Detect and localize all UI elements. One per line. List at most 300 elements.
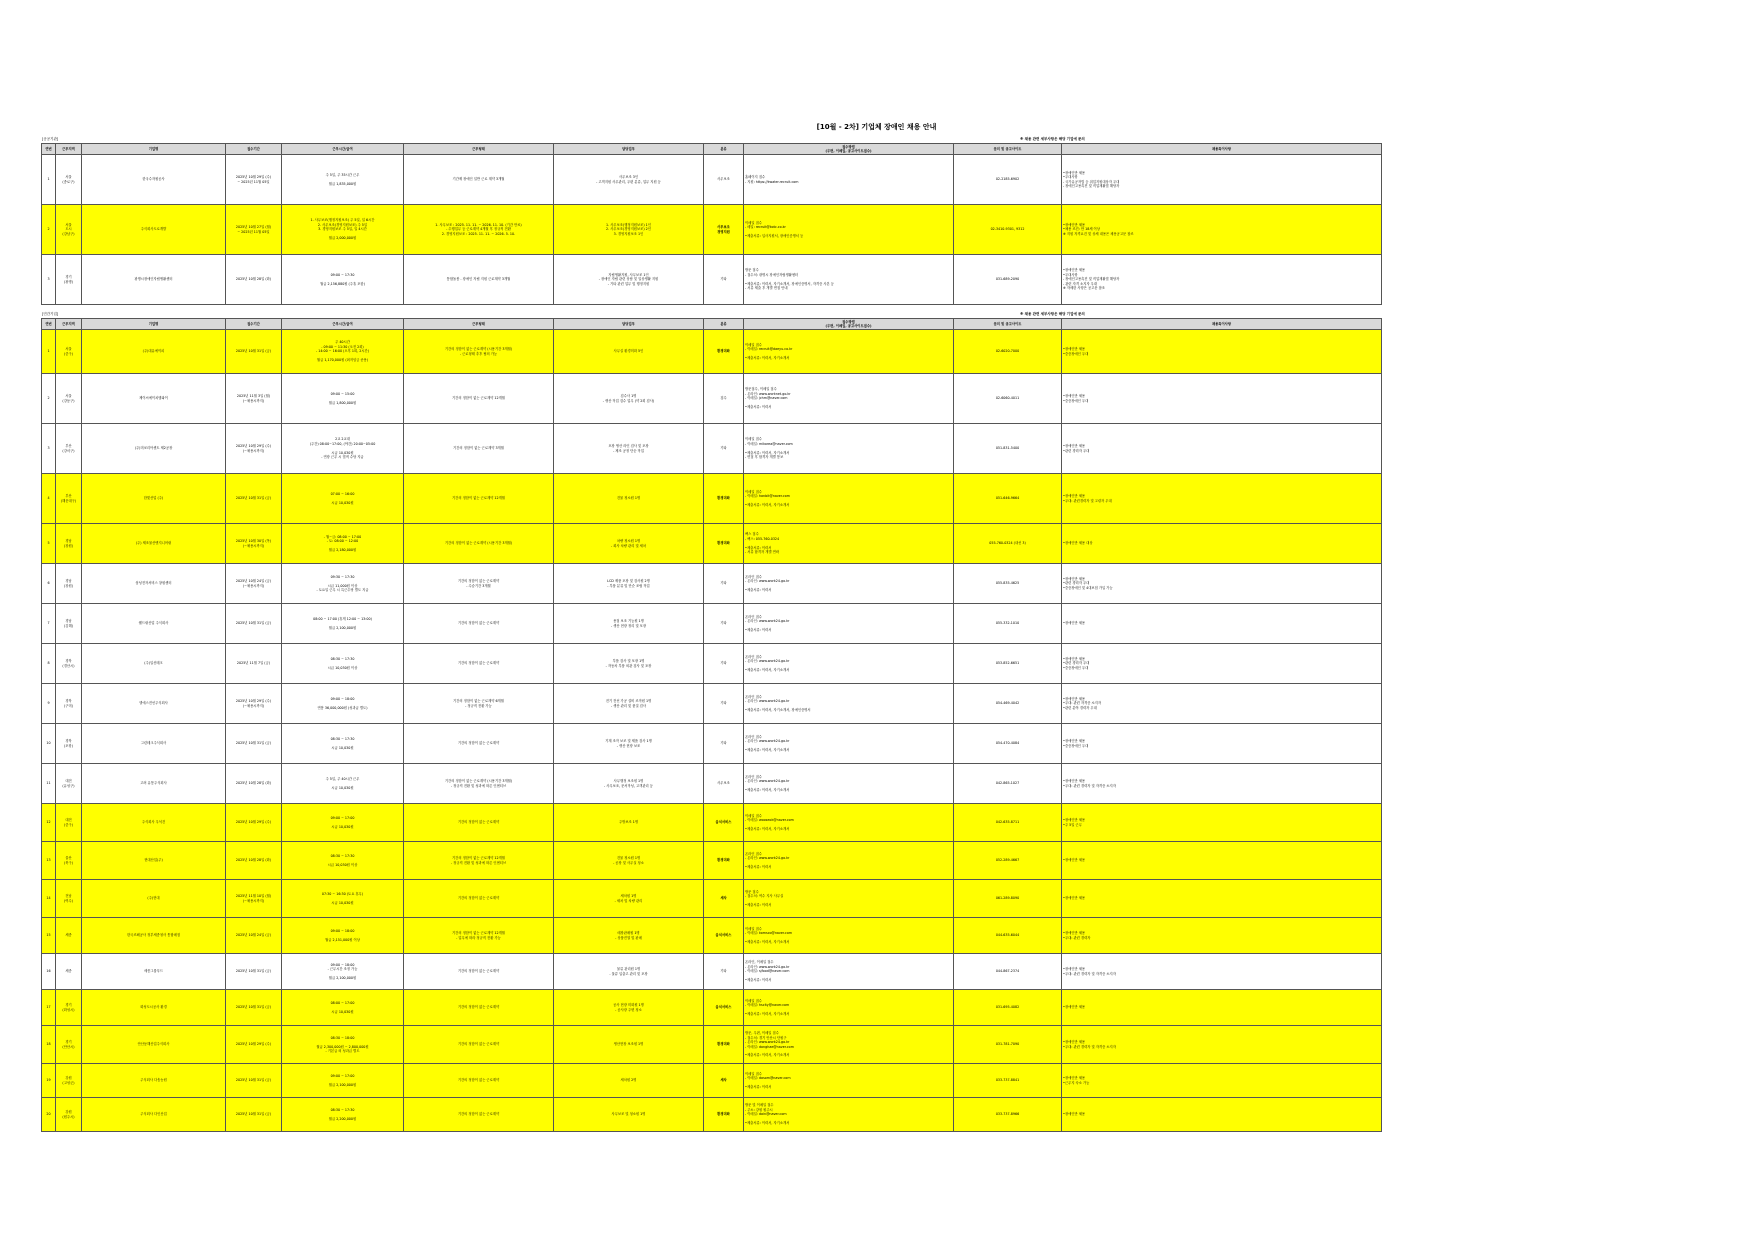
cell-duties: 세차원 1명 - 세차 및 차량 관리	[554, 880, 704, 918]
cell-no: 20	[42, 1098, 56, 1132]
cell-contact: 053-852-6651	[954, 644, 1062, 684]
cell-application-method: 온라인 접수 - 온라인: www.work24.go.kr •제출서류: 이력서	[744, 842, 954, 880]
section-label-public: [공공기관]	[42, 137, 59, 141]
cell-contract-type: 기간의 정함이 없는 근로계약	[404, 724, 554, 764]
cell-company: 주식회사도로개발	[82, 205, 226, 255]
cell-no: 8	[42, 644, 56, 684]
cell-category: 사무보조 경영지원	[704, 205, 744, 255]
table-row	[42, 155, 1382, 205]
section-label-private: [민간기업]	[42, 312, 59, 316]
cell-company: 엘에스전선주식회사	[82, 684, 226, 724]
cell-hours-pay: 09:00 ~ 17:00 월급 2,100,000원	[282, 1064, 404, 1098]
cell-company: 광명시장애인자립생활센터	[82, 255, 226, 305]
cell-contract-type: 기간의 정함이 없는 근로계약	[404, 604, 554, 644]
cell-category: 환경미화	[704, 330, 744, 374]
cell-contact: 02-6060-4011	[954, 374, 1062, 424]
cell-contract-type: 기간의 정함이 없는 근로계약 12개월 - 업무에 따라 정규직 전환 가능	[404, 918, 554, 954]
column-header-region: 근무지역	[56, 144, 82, 155]
cell-no: 6	[42, 564, 56, 604]
cell-hours-pay: 08:30 ~ 17:30 시급 10,030원 이상	[282, 644, 404, 684]
cell-period: 2025년 10월 27일 (월) ~ 2025년 11월 05일	[226, 205, 282, 255]
table-row	[42, 954, 1382, 990]
cell-company: (주)현대	[82, 880, 226, 918]
cell-duties: 1. 사무보조(행정지원보조) 1인 2. 사무보조(경영지원보조) 2인 3. 경영지원보조 1인	[554, 205, 704, 255]
cell-region: 경남 (김해)	[56, 604, 82, 644]
cell-contact: 055-835-4625	[954, 564, 1062, 604]
table-row	[42, 474, 1382, 524]
cell-application-method: 방문 접수 - 접수처: 여수 지사 사무실 •제출서류: 이력서	[744, 880, 954, 918]
cell-contact: 042-865-1027	[954, 764, 1062, 804]
table-row	[42, 255, 1382, 305]
cell-hours-pay: - 월~금: 08:00 ~ 17:00 - 토: 08:00 ~ 12:00 월급 2,180,000원	[282, 524, 404, 564]
cell-duties: 매장판매원 1명 - 상품진열 및 판매	[554, 918, 704, 954]
cell-application-method: 방문 및 이메일 접수 - 주소: 강원 원주시 - 이메일: dain@naver.com •제출서류: 이력서, 자기소개서	[744, 1098, 954, 1132]
cell-duties: 자립생활지원, 사무보조 1인 - 장애인 자립 관련 상담 및 일상생활 지원 - 기타 관련 업무 및 행정지원	[554, 255, 704, 305]
cell-contract-type: 기간제 장애인 일반 근로 계약 3개월	[404, 155, 554, 205]
cell-period: 2025년 11월 10일 (월) (~채용시까지)	[226, 880, 282, 918]
cell-company: 웰드링산업 주식회사	[82, 604, 226, 644]
cell-notes: •장애인만 채용 •중증장애인 우대	[1062, 724, 1382, 764]
cell-period: 2025년 10월 28일 (화)	[226, 764, 282, 804]
cell-company: (주) 제조물산엔지니어링	[82, 524, 226, 564]
cell-contact: 055-760-0324 (내선 3)	[954, 524, 1062, 564]
cell-notes: •장애인만 채용 •주 5일 근무	[1062, 804, 1382, 842]
cell-contract-type: 기간의 정함이 없는 근로계약 3개월	[404, 424, 554, 474]
table-row	[42, 804, 1382, 842]
cell-no: 17	[42, 990, 56, 1026]
cell-hours-pay: 09:00 ~ 18:00 연봉 36,000,000원 (성과급 별도)	[282, 684, 404, 724]
cell-contract-type: 기간의 정함이 없는 근로계약	[404, 804, 554, 842]
column-header-contract-type: 근무형태	[404, 144, 554, 155]
cell-category: 환경미화	[704, 524, 744, 564]
cell-contact: 031-781-7090	[954, 1026, 1062, 1064]
cell-notes: •장애인만 채용 대상	[1062, 524, 1382, 564]
cell-region: 경기 (광명)	[56, 255, 82, 305]
cell-application-method: 이메일 접수 - 이메일: hscity@naver.com •제출서류: 이력서, 자기소개서	[744, 990, 954, 1026]
cell-region: 경북 (경산시)	[56, 644, 82, 684]
cell-region: 경기 (화성시)	[56, 990, 82, 1026]
column-header-company: 기업명	[82, 319, 226, 330]
cell-company: 안산동해산업주식회사	[82, 1026, 226, 1064]
cell-region: 세종	[56, 918, 82, 954]
cell-duties: 주방보조 1명	[554, 804, 704, 842]
table-row	[42, 330, 1382, 374]
cell-hours-pay: 09:00 ~ 18:00 월급 2,151,000원 이상	[282, 918, 404, 954]
cell-contact: 02-2185-6902	[954, 155, 1062, 205]
cell-category: 기타	[704, 684, 744, 724]
cell-hours-pay: 08:30 ~ 18:00 월급 2,300,000원 ~ 2,800,000원 - 기본급 외 성과급 별도	[282, 1026, 404, 1064]
cell-notes: •장애인만 채용 •채용 조건: 만 18세 이상 ※ 지원 자격요건 및 상세 내용은 채용공고문 참조	[1062, 205, 1382, 255]
column-header-notes: 채용특이사항	[1062, 319, 1382, 330]
cell-application-method: 이메일 접수 - 이메일: wooseok@naver.com •제출서류: 이력서, 자기소개서	[744, 804, 954, 842]
cell-duties: 전기 전선 가공 설비 조작원 1명 - 생산 관리 및 품질 검사	[554, 684, 704, 724]
cell-category: 기타	[704, 424, 744, 474]
cell-region: 강원 (원주시)	[56, 1098, 82, 1132]
cell-company: (주)일신테크	[82, 644, 226, 684]
cell-hours-pay: 07:00 ~ 16:00 시급 10,030원	[282, 474, 404, 524]
column-header-duties: 담당업무	[554, 144, 704, 155]
cell-contract-type: 기간의 정함이 없는 근로계약	[404, 954, 554, 990]
cell-application-method: 온라인 접수 - 온라인: www.work24.go.kr •제출서류: 이력서, 자기소개서, 장애인증명서	[744, 684, 954, 724]
cell-hours-pay: 09:00 ~ 17:30 월급 2,156,880원 (주휴 포함)	[282, 255, 404, 305]
column-header-no: 연번	[42, 319, 56, 330]
column-header-period: 접수기간	[226, 319, 282, 330]
cell-company: 주식회사 다인산업	[82, 1098, 226, 1132]
table-row	[42, 990, 1382, 1026]
cell-application-method: 이메일 접수 - 이메일: hanbit@naver.com •제출서류: 이력서, 자기소개서	[744, 474, 954, 524]
column-header-no: 연번	[42, 144, 56, 155]
cell-contract-type: 기간의 정함이 없는 근로계약 12개월 - 정규직 전환 및 성과에 따른 인센티브	[404, 842, 554, 880]
table-row	[42, 842, 1382, 880]
cell-notes: •장애인만 채용 •근무지 숙소 가능	[1062, 1064, 1382, 1098]
cell-application-method: 온라인 접수 - 온라인: www.work24.go.kr •제출서류: 이력서, 자기소개서	[744, 764, 954, 804]
cell-hours-pay: 2교 2교대 (주간) 08:00~17:00, (야간) 20:00~05:00 시급 10,030원 - 연장 근무 시 법적 수당 지급	[282, 424, 404, 474]
cell-hours-pay: 주 5일, 주 40시간 근무 시급 10,030원	[282, 764, 404, 804]
cell-region: 서울 (종로구)	[56, 155, 82, 205]
cell-period: 2025년 10월 28일 (화)	[226, 255, 282, 305]
section-note-private: ※ 채용 관련 세부사항은 해당 기업에 문의	[1020, 312, 1085, 316]
cell-region: 경남 (창원)	[56, 564, 82, 604]
cell-notes: •장애인만 채용 •우대: 관련 경력자 및 자격증 소지자	[1062, 954, 1382, 990]
cell-period: 2025년 10월 31일 (금)	[226, 990, 282, 1026]
table-header-row	[42, 319, 1382, 330]
cell-application-method: 이메일 접수 - 메일: recruit@kotc.co.kr •제출서류: 입사지원서, 장애인증명서 등	[744, 205, 954, 255]
cell-contract-type: 기간의 정함이 없는 근로계약	[404, 880, 554, 918]
table-row	[42, 424, 1382, 474]
cell-duties: 생산현장 보조원 1명	[554, 1026, 704, 1064]
cell-period: 2025년 10월 29일 (수) (~채용시까지)	[226, 424, 282, 474]
cell-category: 검수	[704, 374, 744, 424]
cell-duties: 세차원 2명	[554, 1064, 704, 1098]
cell-company: 한국조폐공사 정부세종청사 통합매점	[82, 918, 226, 954]
cell-notes: •장애인만 채용 •우대: 관련 경력자 및 자격증 소지자	[1062, 764, 1382, 804]
cell-hours-pay: 08:00 ~ 17:00 (휴게 12:00 ~ 13:00) 월급 2,100,000원	[282, 604, 404, 644]
cell-notes: •장애인만 채용 •우대: 관련 경력자	[1062, 918, 1382, 954]
cell-region: 대전 (유성구)	[56, 764, 82, 804]
cell-duties: 사무보조 3인 - 고객지원 사무관리, 우편 분류, 업무 지원 등	[554, 155, 704, 205]
cell-notes: •장애인만 채용 •관련 경력자 우대 •중증장애인 우대	[1062, 644, 1382, 684]
cell-region: 전남 (여수)	[56, 880, 82, 918]
table-row	[42, 724, 1382, 764]
cell-application-method: 방문접수, 이메일 접수 - 온라인: www.worknet.go.kr - 이메일: jchm@naver.com •제출서류: 이력서	[744, 374, 954, 424]
cell-contract-type: 통합돌봄 - 장애인 자립 지원 근로계약 3개월	[404, 255, 554, 305]
cell-duties: 부품 검사 및 포장 1명 - 자동차 부품 외관 검사 및 포장	[554, 644, 704, 684]
cell-category: 음식서비스	[704, 804, 744, 842]
cell-no: 1	[42, 330, 56, 374]
cell-period: 2025년 10월 31일 (금)	[226, 1064, 282, 1098]
cell-duties: LCD 제품 포장 및 검사원 2명 - 부품 분류 및 단순 조립 작업	[554, 564, 704, 604]
cell-company: 한국수자원공사	[82, 155, 226, 205]
cell-duties: 기계 조작 보조 및 제품 검사 1명 - 생산 현장 보조	[554, 724, 704, 764]
cell-application-method: 이메일 접수 - 이메일: mikorea@naver.com •제출서류: 이력서, 자기소개서 - 면접 후 합격자 개별 통보	[744, 424, 954, 474]
cell-duties: 건물 청소원 1명 - 공장 및 사무실 청소	[554, 842, 704, 880]
cell-category: 사무보조	[704, 155, 744, 205]
cell-period: 2025년 10월 31일 (금)	[226, 330, 282, 374]
table-row	[42, 604, 1382, 644]
cell-notes: •장애인만 채용	[1062, 1098, 1382, 1132]
column-header-contact: 문의 및 공고사이트	[954, 319, 1062, 330]
cell-contact: 044-867-2374	[954, 954, 1062, 990]
cell-application-method: 온라인 접수 - 온라인: www.work24.go.kr •제출서류: 이력서	[744, 604, 954, 644]
cell-notes: •장애인만 채용 •관련 경력자 우대 •중증장애인 및 4대보험 가입 가능	[1062, 564, 1382, 604]
cell-duties: 사무보조 및 청소원 1명	[554, 1098, 704, 1132]
cell-category: 환경미화	[704, 842, 744, 880]
cell-contact: 055-332-1010	[954, 604, 1062, 644]
cell-hours-pay: 1. 사무보조(행정지원보조) 주 5일, 일 6시간 2. 사무보조(경영지원보조) 주 5일 3. 경영지원보조 주 5일, 일 4시간 월급 2,000,000원	[282, 205, 404, 255]
cell-application-method: 방문, 우편, 이메일 접수 - 접수처: 경기 안산시 단원구 - 온라인: www.work24.go.kr - 이메일: donghae@naver.com •제출서류: 이력서, 자기소개서	[744, 1026, 954, 1064]
cell-no: 1	[42, 155, 56, 205]
cell-category: 음식서비스	[704, 990, 744, 1026]
cell-duties: 포장 생산 라인 검사 및 포장 - 제조 공정 단순 작업	[554, 424, 704, 474]
cell-company: (주)미코리아센트 제2공장	[82, 424, 226, 474]
cell-region: 서울 (중구)	[56, 330, 82, 374]
cell-company: 현대산업(주)	[82, 842, 226, 880]
cell-region: 서울 (강동구)	[56, 374, 82, 424]
cell-no: 14	[42, 880, 56, 918]
cell-hours-pay: 09:00 ~ 15:00 월급 1,800,000원	[282, 374, 404, 424]
cell-contact: 051-831-5400	[954, 424, 1062, 474]
cell-no: 16	[42, 954, 56, 990]
table-row	[42, 684, 1382, 724]
cell-category: 기타	[704, 954, 744, 990]
cell-region: 부산 (강서구)	[56, 424, 82, 474]
cell-hours-pay: 08:30 ~ 17:30 월급 2,200,000원	[282, 1098, 404, 1132]
cell-hours-pay: 09:00 ~ 17:00 시급 10,030원	[282, 804, 404, 842]
table-row	[42, 764, 1382, 804]
cell-company: 고려 유통주식회사	[82, 764, 226, 804]
cell-hours-pay: 주 5일, 주 35시간 근무 월급 1,835,000원	[282, 155, 404, 205]
cell-contract-type: 기간의 정함이 없는 근로계약 6개월 - 정규직 전환 가능	[404, 684, 554, 724]
cell-no: 12	[42, 804, 56, 842]
cell-no: 4	[42, 474, 56, 524]
cell-period: 2025년 10월 29일 (수) ~ 2025년 11월 05일	[226, 155, 282, 205]
public-institution-table	[41, 143, 1382, 305]
cell-contact: 052-289-4667	[954, 842, 1062, 880]
column-header-period: 접수기간	[226, 144, 282, 155]
cell-no: 3	[42, 424, 56, 474]
cell-contact: 031-689-2090	[954, 255, 1062, 305]
cell-category: 환경미화	[704, 1026, 744, 1064]
cell-region: 경기 (안산시)	[56, 1026, 82, 1064]
cell-no: 9	[42, 684, 56, 724]
cell-no: 19	[42, 1064, 56, 1098]
column-header-notes: 채용특이사항	[1062, 144, 1382, 155]
cell-category: 기타	[704, 255, 744, 305]
cell-notes: •장애인만 채용	[1062, 604, 1382, 644]
table-row	[42, 205, 1382, 255]
cell-hours-pay: 07:30 ~ 16:30 (토요 휴무) 시급 10,030원	[282, 880, 404, 918]
cell-application-method: 홈페이지 접수 - 지원: https://kwater.recruit.com	[744, 155, 954, 205]
table-row	[42, 564, 1382, 604]
cell-contract-type: 1. 사무보조 : 2025. 11. 11. ~ 2026. 11. 10. (기간 만료) - 수행업무 등 근로계약 4개월 후 정규직 전환 2. 경영지원보조 : 2025. 11. 11. ~ 2026. 5. 10.	[404, 205, 554, 255]
cell-company: 화성도시공사 환경	[82, 990, 226, 1026]
cell-contract-type: 기간의 정함이 없는 근로계약	[404, 1064, 554, 1098]
cell-duties: 공사 현장 미화원 1명 - 공사장 주변 청소	[554, 990, 704, 1026]
table-row	[42, 1026, 1382, 1064]
column-header-region: 근무지역	[56, 319, 82, 330]
cell-category: 환경미화	[704, 474, 744, 524]
cell-contract-type: 기간의 정함이 없는 근로계약 - 수습기간 3개월	[404, 564, 554, 604]
cell-no: 2	[42, 205, 56, 255]
table-row	[42, 1064, 1382, 1098]
cell-duties: 차량 청소원 1명 - 회사 차량 관리 및 세차	[554, 524, 704, 564]
cell-period: 2025년 10월 29일 (수)	[226, 1026, 282, 1064]
cell-hours-pay: 주 40시간 - 09:00 ~ 11:30 (오전 2회) - 14:00 ~ 16:00 (오후 1회, 2시간) 월급 1,170,000원 (최저임금 준용)	[282, 330, 404, 374]
table-row	[42, 374, 1382, 424]
cell-period: 2025년 10월 31일 (금)	[226, 1098, 282, 1132]
cell-duties: 사무실 환경미화 5인	[554, 330, 704, 374]
cell-period: 2025년 10월 30일 (목) (~채용시까지)	[226, 524, 282, 564]
cell-period: 2025년 10월 31일 (금)	[226, 724, 282, 764]
cell-application-method: 이메일 접수 - 이메일: dasom@naver.com •제출서류: 이력서	[744, 1064, 954, 1098]
cell-contract-type: 기간의 정함이 없는 근로계약 (시용기간 3개월) - 정규직 전환 및 성과에 따른 인센티브	[404, 764, 554, 804]
column-header-hours-pay: 근무시간/급여	[282, 319, 404, 330]
section-note-public: ※ 채용 관련 세부사항은 해당 기업에 문의	[1020, 137, 1085, 141]
cell-company: 주식회사 다솜농원	[82, 1064, 226, 1098]
table-row	[42, 1098, 1382, 1132]
table-row	[42, 644, 1382, 684]
table-header-row	[42, 144, 1382, 155]
cell-period: 2025년 10월 29일 (수)	[226, 804, 282, 842]
cell-application-method: 이메일 접수 - 이메일: recruit@daeyu.co.kr •제출서류: 이력서, 자기소개서	[744, 330, 954, 374]
column-header-application-method: 접수방법 (우편, 이메일, 공고사이트접수)	[744, 144, 954, 155]
cell-contact: 033-737-8841	[954, 1064, 1062, 1098]
cell-contact: 02-6020-7000	[954, 330, 1062, 374]
column-header-company: 기업명	[82, 144, 226, 155]
cell-region: 부산 (해운대구)	[56, 474, 82, 524]
cell-region: 세종	[56, 954, 82, 990]
cell-no: 11	[42, 764, 56, 804]
cell-category: 세차	[704, 1064, 744, 1098]
cell-application-method: 방문 접수 - 접수처: 광명시 장애인자립생활센터 •제출서류: 이력서, 자기소개서, 장애인증명서, 자격증 사본 등 - 서류 제출 후 개별 면접 안내	[744, 255, 954, 305]
private-company-table	[41, 318, 1382, 1132]
cell-contract-type: 기간의 정함이 없는 근로계약 (시용기간 3개월) - 근로형태 추후 협의 가능	[404, 330, 554, 374]
cell-application-method: 온라인 접수 - 온라인: www.work24.go.kr •제출서류: 이력서, 자기소개서	[744, 724, 954, 764]
column-header-application-method: 접수방법 (우편, 이메일, 공고사이트접수)	[744, 319, 954, 330]
cell-period: 2025년 10월 24일 (금) (~채용시까지)	[226, 564, 282, 604]
cell-contact: 031-695-4082	[954, 990, 1062, 1026]
cell-contact: 02-3410-9301, 9312	[954, 205, 1062, 255]
cell-contract-type: 기간의 정함이 없는 근로계약	[404, 1098, 554, 1132]
cell-category: 환경미화	[704, 1098, 744, 1132]
cell-notes: •장애인만 채용 •우대: 관련 자격증 소지자 •관련 분야 경력자 우대	[1062, 684, 1382, 724]
cell-category: 기타	[704, 564, 744, 604]
cell-hours-pay: 09:30 ~ 17:30 시급 11,000원 이상 - 토요일 근무 시 특근수당 별도 지급	[282, 564, 404, 604]
cell-period: 2025년 10월 24일 (금)	[226, 918, 282, 954]
cell-no: 2	[42, 374, 56, 424]
column-header-category: 분류	[704, 319, 744, 330]
column-header-hours-pay: 근무시간/급여	[282, 144, 404, 155]
cell-duties: 물류 관리원 1명 - 물류 입출고 관리 및 포장	[554, 954, 704, 990]
cell-company: 제이씨에이치엠와이	[82, 374, 226, 424]
cell-notes: •장애인만 채용 •우대: 관련경력자 및 고령자 우대	[1062, 474, 1382, 524]
cell-notes: •장애인만 채용	[1062, 880, 1382, 918]
cell-period: 2025년 11월 3일 (월) (~채용시까지)	[226, 374, 282, 424]
cell-company: (주)대유에이피	[82, 330, 226, 374]
cell-hours-pay: 08:30 ~ 17:30 시급 10,030원	[282, 724, 404, 764]
table-row	[42, 880, 1382, 918]
cell-region: 경북 (포항)	[56, 724, 82, 764]
cell-no: 13	[42, 842, 56, 880]
cell-notes: •장애인만 채용	[1062, 990, 1382, 1026]
cell-contract-type: 기간의 정함이 없는 근로계약 12개월	[404, 474, 554, 524]
cell-region: 울산 (북구)	[56, 842, 82, 880]
cell-contact: 051-646-9664	[954, 474, 1062, 524]
cell-no: 5	[42, 524, 56, 564]
column-header-contact: 문의 및 공고사이트	[954, 144, 1062, 155]
cell-period: 2025년 10월 29일 (수) (~채용시까지)	[226, 684, 282, 724]
cell-duties: 용접 보조 기능원 1명 - 생산 현장 정리 및 포장	[554, 604, 704, 644]
cell-no: 7	[42, 604, 56, 644]
cell-company: 그린테크주식회사	[82, 724, 226, 764]
cell-category: 사무보조	[704, 764, 744, 804]
cell-hours-pay: 09:00 ~ 18:00 - 근무시간 조정 가능 월급 2,100,000원	[282, 954, 404, 990]
cell-notes: •장애인만 채용 •우대: 관련 경력자 및 자격증 소지자	[1062, 1026, 1382, 1064]
cell-no: 15	[42, 918, 56, 954]
cell-category: 세차	[704, 880, 744, 918]
cell-duties: 사무행정 보조원 1명 - 사무보조, 문서작성, 고객관리 등	[554, 764, 704, 804]
cell-region: 경북 (구미)	[56, 684, 82, 724]
cell-contact: 044-635-6044	[954, 918, 1062, 954]
column-header-duties: 담당업무	[554, 319, 704, 330]
cell-company: 세종그룹푸드	[82, 954, 226, 990]
page-title: [10월 - 2차] 기업체 장애인 채용 안내	[816, 123, 937, 131]
cell-no: 3	[42, 255, 56, 305]
cell-notes: •장애인만 채용 •우대사항 - 장애인고용촉진 및 직업재활법 해당자 - 관련 자격 소지자 우대 ※ 자세한 사항은 공고문 참조	[1062, 255, 1382, 305]
cell-category: 음식서비스	[704, 918, 744, 954]
cell-contact: 061-289-8090	[954, 880, 1062, 918]
cell-notes: •장애인만 채용	[1062, 842, 1382, 880]
cell-contact: 054-469-4042	[954, 684, 1062, 724]
table-row	[42, 524, 1382, 564]
cell-notes: •장애인만 채용 •우대사항 - 국가유공자법 등 취업지원대상자 우대 - 장애인고용촉진 및 직업재활법 해당자	[1062, 155, 1382, 205]
cell-company: 한빛산업 (주)	[82, 474, 226, 524]
cell-hours-pay: 08:00 ~ 17:00 시급 10,030원	[282, 990, 404, 1026]
cell-period: 2025년 10월 31일 (금)	[226, 954, 282, 990]
cell-notes: •장애인만 채용 •중증장애인 우대	[1062, 374, 1382, 424]
cell-contract-type: 기간의 정함이 없는 근로계약	[404, 1026, 554, 1064]
cell-application-method: 온라인 접수 - 온라인: www.work24.go.kr •제출서류: 이력서, 자기소개서	[744, 644, 954, 684]
cell-contract-type: 기간의 정함이 없는 근로계약 (시용기간 3개월)	[404, 524, 554, 564]
cell-period: 2025년 10월 31일 (금)	[226, 604, 282, 644]
cell-contact: 033-737-8966	[954, 1098, 1062, 1132]
cell-application-method: 온라인, 이메일 접수 - 온라인: www.work24.go.kr - 이메일: sjfood@naver.com •제출서류: 이력서	[744, 954, 954, 990]
cell-contract-type: 기간의 정함이 없는 근로계약	[404, 990, 554, 1026]
cell-application-method: 온라인 접수 - 온라인: www.work24.go.kr •제출서류: 이력서	[744, 564, 954, 604]
cell-period: 2025년 10월 31일 (금)	[226, 474, 282, 524]
cell-region: 대전 (중구)	[56, 804, 82, 842]
cell-contract-type: 기간의 정함이 없는 근로계약 12개월	[404, 374, 554, 424]
cell-region: 강원 (고성군)	[56, 1064, 82, 1098]
cell-region: 서울 도시 (강남구)	[56, 205, 82, 255]
cell-notes: •장애인만 채용 •중증장애인 우대	[1062, 330, 1382, 374]
cell-company: 삼성전자서비스 창원센터	[82, 564, 226, 604]
cell-contract-type: 기간의 정함이 없는 근로계약	[404, 644, 554, 684]
column-header-contract-type: 근무형태	[404, 319, 554, 330]
cell-period: 2025년 11월 7일 (금)	[226, 644, 282, 684]
cell-duties: 건물 청소원 1명	[554, 474, 704, 524]
cell-contact: 042-635-8711	[954, 804, 1062, 842]
cell-period: 2025년 10월 28일 (화)	[226, 842, 282, 880]
table-row	[42, 918, 1382, 954]
cell-no: 10	[42, 724, 56, 764]
cell-hours-pay: 08:30 ~ 17:30 시급 10,030원 이상	[282, 842, 404, 880]
cell-no: 18	[42, 1026, 56, 1064]
cell-contact: 054-470-4084	[954, 724, 1062, 764]
cell-application-method: 이메일 접수 - 이메일: komsco@naver.com •제출서류: 이력서, 자기소개서	[744, 918, 954, 954]
cell-region: 경남 (창원)	[56, 524, 82, 564]
cell-duties: 검수사 1명 - 생산 작업 검수 업무 (약 2회 검사)	[554, 374, 704, 424]
